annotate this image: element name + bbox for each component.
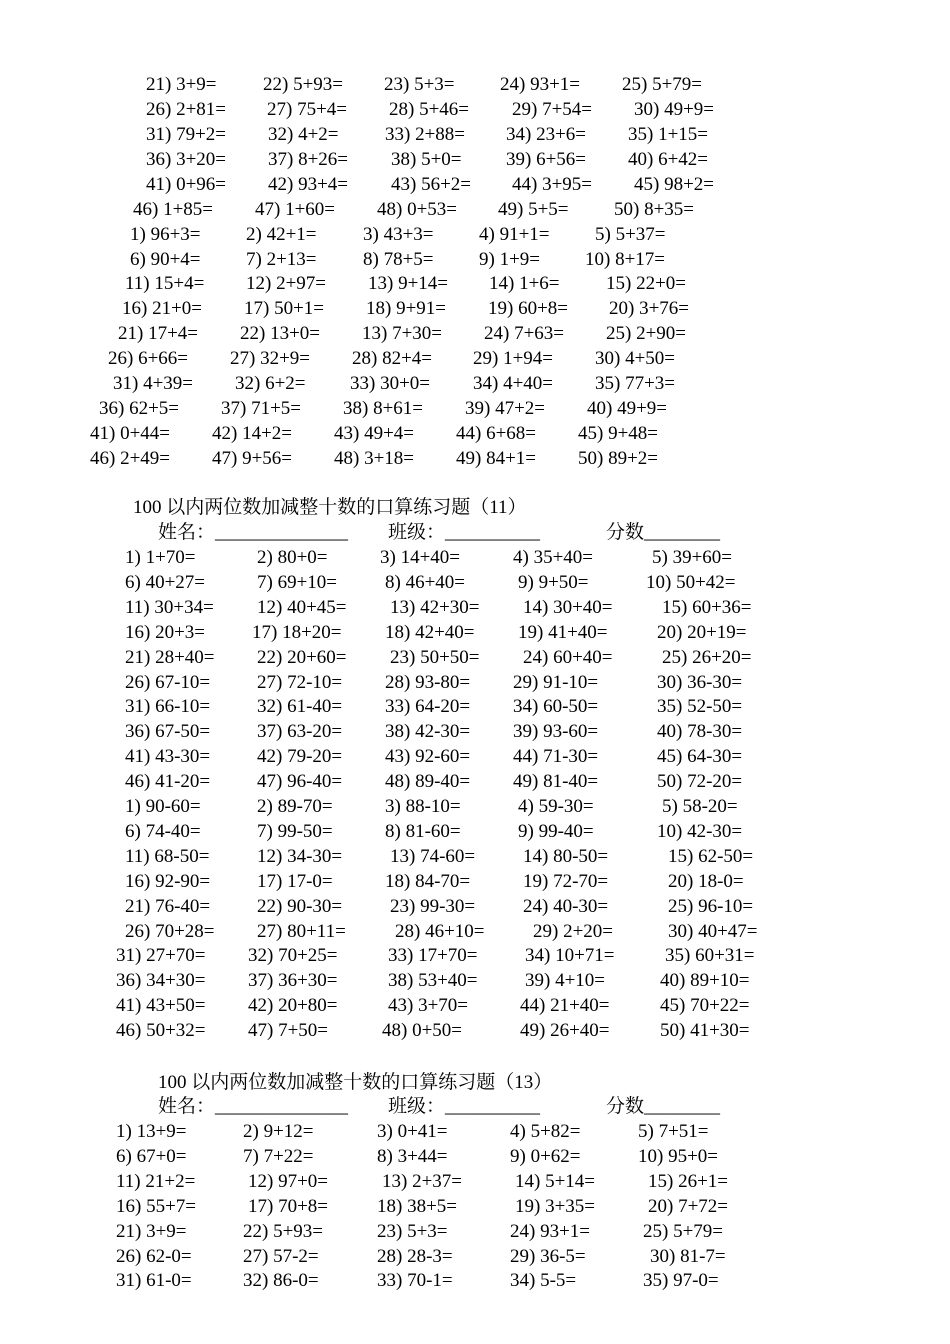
arithmetic-problem: 6) 74-40=	[125, 821, 201, 842]
problem-row	[0, 895, 950, 919]
arithmetic-problem: 34) 5-5=	[510, 1270, 577, 1291]
problem-row	[0, 447, 950, 471]
problem-row	[0, 1195, 950, 1219]
arithmetic-problem: 19) 72-70=	[523, 871, 609, 892]
arithmetic-problem: 16) 92-90=	[125, 871, 211, 892]
arithmetic-problem: 25) 5+79=	[643, 1221, 724, 1242]
problem-row	[0, 920, 950, 944]
arithmetic-problem: 13) 2+37=	[382, 1171, 463, 1192]
problem-row	[0, 720, 950, 744]
arithmetic-problem: 42) 14+2=	[212, 423, 293, 444]
arithmetic-problem: 18) 84-70=	[385, 871, 471, 892]
arithmetic-problem: 10) 8+17=	[585, 249, 666, 270]
arithmetic-problem: 3) 88-10=	[385, 796, 461, 817]
arithmetic-problem: 10) 42-30=	[657, 821, 743, 842]
problem-row	[0, 571, 950, 595]
arithmetic-problem: 49) 81-40=	[513, 771, 599, 792]
arithmetic-problem: 24) 60+40=	[523, 647, 613, 668]
arithmetic-problem: 8) 46+40=	[385, 572, 466, 593]
arithmetic-problem: 28) 93-80=	[385, 672, 471, 693]
arithmetic-problem: 13) 9+14=	[368, 273, 449, 294]
arithmetic-problem: 3) 0+41=	[377, 1121, 448, 1142]
problem-row	[0, 223, 950, 247]
arithmetic-problem: 42) 20+80=	[248, 995, 338, 1016]
arithmetic-problem: 19) 41+40=	[518, 622, 608, 643]
problem-row	[0, 969, 950, 993]
arithmetic-problem: 30) 49+9=	[634, 99, 715, 120]
arithmetic-problem: 26) 67-10=	[125, 672, 211, 693]
arithmetic-problem: 45) 9+48=	[578, 423, 659, 444]
name-field-label: 姓名：______________	[158, 522, 349, 543]
arithmetic-problem: 22) 13+0=	[240, 323, 321, 344]
arithmetic-problem: 4) 91+1=	[479, 224, 550, 245]
arithmetic-problem: 31) 79+2=	[146, 124, 227, 145]
arithmetic-problem: 37) 8+26=	[268, 149, 349, 170]
arithmetic-problem: 16) 55+7=	[116, 1196, 197, 1217]
arithmetic-problem: 47) 96-40=	[257, 771, 343, 792]
arithmetic-problem: 48) 0+53=	[377, 199, 458, 220]
arithmetic-problem: 17) 50+1=	[244, 298, 325, 319]
arithmetic-problem: 2) 9+12=	[243, 1121, 314, 1142]
problem-row	[0, 422, 950, 446]
arithmetic-problem: 30) 40+47=	[668, 921, 758, 942]
arithmetic-problem: 43) 56+2=	[391, 174, 472, 195]
arithmetic-problem: 18) 9+91=	[366, 298, 447, 319]
arithmetic-problem: 7) 99-50=	[257, 821, 333, 842]
problem-row	[0, 322, 950, 346]
arithmetic-problem: 26) 70+28=	[125, 921, 215, 942]
arithmetic-problem: 1) 1+70=	[125, 547, 196, 568]
name-field-label: 姓名：______________	[158, 1096, 349, 1117]
arithmetic-problem: 3) 43+3=	[363, 224, 434, 245]
arithmetic-problem: 24) 93+1=	[500, 74, 581, 95]
arithmetic-problem: 12) 40+45=	[257, 597, 347, 618]
arithmetic-problem: 30) 36-30=	[657, 672, 743, 693]
arithmetic-problem: 24) 40-30=	[523, 896, 609, 917]
arithmetic-problem: 27) 80+11=	[257, 921, 346, 942]
problem-row	[0, 671, 950, 695]
arithmetic-problem: 35) 60+31=	[665, 945, 755, 966]
problem-row	[0, 845, 950, 869]
arithmetic-problem: 32) 86-0=	[243, 1270, 319, 1291]
problem-row	[0, 596, 950, 620]
arithmetic-problem: 3) 14+40=	[380, 547, 461, 568]
arithmetic-problem: 9) 99-40=	[518, 821, 594, 842]
problem-row	[0, 1120, 950, 1144]
problem-row	[0, 1170, 950, 1194]
arithmetic-problem: 1) 90-60=	[125, 796, 201, 817]
arithmetic-problem: 29) 91-10=	[513, 672, 599, 693]
arithmetic-problem: 7) 2+13=	[246, 249, 317, 270]
arithmetic-problem: 36) 62+5=	[99, 398, 180, 419]
arithmetic-problem: 2) 80+0=	[257, 547, 328, 568]
arithmetic-problem: 5) 39+60=	[652, 547, 733, 568]
arithmetic-problem: 36) 67-50=	[125, 721, 211, 742]
arithmetic-problem: 33) 64-20=	[385, 696, 471, 717]
arithmetic-problem: 29) 7+54=	[512, 99, 593, 120]
arithmetic-problem: 39) 6+56=	[506, 149, 587, 170]
problem-row	[0, 272, 950, 296]
problem-row	[0, 248, 950, 272]
arithmetic-problem: 1) 13+9=	[116, 1121, 187, 1142]
problem-row	[0, 347, 950, 371]
problem-row	[0, 820, 950, 844]
arithmetic-problem: 33) 2+88=	[385, 124, 466, 145]
problem-row	[0, 397, 950, 421]
arithmetic-problem: 46) 2+49=	[90, 448, 171, 469]
arithmetic-problem: 33) 70-1=	[377, 1270, 453, 1291]
arithmetic-problem: 5) 7+51=	[638, 1121, 709, 1142]
arithmetic-problem: 5) 58-20=	[662, 796, 738, 817]
arithmetic-problem: 47) 9+56=	[212, 448, 293, 469]
problem-row	[0, 173, 950, 197]
arithmetic-problem: 22) 5+93=	[243, 1221, 324, 1242]
arithmetic-problem: 9) 9+50=	[518, 572, 589, 593]
arithmetic-problem: 32) 70+25=	[248, 945, 338, 966]
arithmetic-problem: 18) 38+5=	[377, 1196, 458, 1217]
worksheet-title-11: 100 以内两位数加减整十数的口算练习题（11）	[133, 497, 527, 518]
problem-row	[0, 994, 950, 1018]
arithmetic-problem: 49) 5+5=	[498, 199, 569, 220]
arithmetic-problem: 21) 28+40=	[125, 647, 215, 668]
arithmetic-problem: 35) 77+3=	[595, 373, 676, 394]
arithmetic-problem: 6) 67+0=	[116, 1146, 187, 1167]
arithmetic-problem: 2) 89-70=	[257, 796, 333, 817]
student-info-line-13	[0, 1094, 950, 1120]
arithmetic-problem: 23) 5+3=	[384, 74, 455, 95]
arithmetic-problem: 35) 1+15=	[628, 124, 709, 145]
arithmetic-problem: 26) 62-0=	[116, 1246, 192, 1267]
arithmetic-problem: 6) 40+27=	[125, 572, 206, 593]
arithmetic-problem: 21) 3+9=	[116, 1221, 187, 1242]
problem-row	[0, 695, 950, 719]
problem-row	[0, 1019, 950, 1043]
arithmetic-problem: 43) 3+70=	[388, 995, 469, 1016]
arithmetic-problem: 37) 71+5=	[221, 398, 302, 419]
arithmetic-problem: 38) 53+40=	[388, 970, 478, 991]
arithmetic-problem: 14) 80-50=	[523, 846, 609, 867]
arithmetic-problem: 50) 72-20=	[657, 771, 743, 792]
arithmetic-problem: 23) 50+50=	[390, 647, 480, 668]
arithmetic-problem: 48) 0+50=	[382, 1020, 463, 1041]
arithmetic-problem: 37) 63-20=	[257, 721, 343, 742]
score-field-label: 分数________	[606, 1096, 721, 1117]
class-field-label: 班级：__________	[388, 1096, 541, 1117]
arithmetic-problem: 8) 78+5=	[363, 249, 434, 270]
arithmetic-problem: 1) 96+3=	[130, 224, 201, 245]
arithmetic-problem: 47) 1+60=	[255, 199, 336, 220]
arithmetic-problem: 30) 4+50=	[595, 348, 676, 369]
arithmetic-problem: 25) 5+79=	[622, 74, 703, 95]
arithmetic-problem: 16) 21+0=	[122, 298, 203, 319]
arithmetic-problem: 41) 0+96=	[146, 174, 227, 195]
problem-row	[0, 297, 950, 321]
arithmetic-problem: 12) 2+97=	[246, 273, 327, 294]
arithmetic-problem: 44) 21+40=	[520, 995, 610, 1016]
arithmetic-problem: 13) 74-60=	[390, 846, 476, 867]
arithmetic-problem: 16) 20+3=	[125, 622, 206, 643]
arithmetic-problem: 33) 30+0=	[350, 373, 431, 394]
arithmetic-problem: 4) 59-30=	[518, 796, 594, 817]
arithmetic-problem: 9) 1+9=	[479, 249, 541, 270]
arithmetic-problem: 7) 69+10=	[257, 572, 338, 593]
arithmetic-problem: 11) 68-50=	[125, 846, 210, 867]
arithmetic-problem: 50) 41+30=	[660, 1020, 750, 1041]
arithmetic-problem: 19) 3+35=	[515, 1196, 596, 1217]
arithmetic-problem: 26) 6+66=	[108, 348, 189, 369]
arithmetic-problem: 37) 36+30=	[248, 970, 338, 991]
problem-row	[0, 646, 950, 670]
arithmetic-problem: 31) 4+39=	[113, 373, 194, 394]
arithmetic-problem: 22) 90-30=	[257, 896, 343, 917]
arithmetic-problem: 12) 97+0=	[248, 1171, 329, 1192]
arithmetic-problem: 21) 76-40=	[125, 896, 211, 917]
arithmetic-problem: 5) 5+37=	[595, 224, 666, 245]
arithmetic-problem: 41) 0+44=	[90, 423, 171, 444]
arithmetic-problem: 34) 4+40=	[473, 373, 554, 394]
arithmetic-problem: 42) 93+4=	[268, 174, 349, 195]
arithmetic-problem: 24) 7+63=	[484, 323, 565, 344]
arithmetic-problem: 14) 30+40=	[523, 597, 613, 618]
arithmetic-problem: 27) 32+9=	[230, 348, 311, 369]
arithmetic-problem: 4) 35+40=	[513, 547, 594, 568]
arithmetic-problem: 11) 21+2=	[116, 1171, 196, 1192]
arithmetic-problem: 44) 6+68=	[456, 423, 537, 444]
arithmetic-problem: 18) 42+40=	[385, 622, 475, 643]
arithmetic-problem: 17) 17-0=	[257, 871, 333, 892]
arithmetic-problem: 41) 43+50=	[116, 995, 206, 1016]
arithmetic-problem: 31) 61-0=	[116, 1270, 192, 1291]
arithmetic-problem: 35) 97-0=	[643, 1270, 719, 1291]
arithmetic-problem: 17) 18+20=	[252, 622, 342, 643]
arithmetic-problem: 39) 93-60=	[513, 721, 599, 742]
problem-row	[0, 621, 950, 645]
problem-row	[0, 1245, 950, 1269]
arithmetic-problem: 44) 3+95=	[512, 174, 593, 195]
problem-row	[0, 198, 950, 222]
arithmetic-problem: 25) 2+90=	[606, 323, 687, 344]
arithmetic-problem: 7) 7+22=	[243, 1146, 314, 1167]
arithmetic-problem: 28) 82+4=	[352, 348, 433, 369]
arithmetic-problem: 6) 90+4=	[130, 249, 201, 270]
problem-row	[0, 795, 950, 819]
arithmetic-problem: 32) 61-40=	[257, 696, 343, 717]
arithmetic-problem: 12) 34-30=	[257, 846, 343, 867]
arithmetic-problem: 22) 5+93=	[263, 74, 344, 95]
arithmetic-problem: 27) 72-10=	[257, 672, 343, 693]
arithmetic-problem: 21) 3+9=	[146, 74, 217, 95]
arithmetic-problem: 33) 17+70=	[388, 945, 478, 966]
arithmetic-problem: 41) 43-30=	[125, 746, 211, 767]
arithmetic-problem: 34) 10+71=	[525, 945, 615, 966]
arithmetic-problem: 8) 3+44=	[377, 1146, 448, 1167]
problem-row	[0, 98, 950, 122]
arithmetic-problem: 34) 60-50=	[513, 696, 599, 717]
arithmetic-problem: 26) 2+81=	[146, 99, 227, 120]
arithmetic-problem: 21) 17+4=	[118, 323, 199, 344]
arithmetic-problem: 15) 60+36=	[662, 597, 752, 618]
arithmetic-problem: 9) 0+62=	[510, 1146, 581, 1167]
arithmetic-problem: 4) 5+82=	[510, 1121, 581, 1142]
arithmetic-problem: 2) 42+1=	[246, 224, 317, 245]
arithmetic-problem: 38) 42-30=	[385, 721, 471, 742]
arithmetic-problem: 30) 81-7=	[650, 1246, 726, 1267]
arithmetic-problem: 32) 4+2=	[268, 124, 339, 145]
arithmetic-problem: 20) 3+76=	[609, 298, 690, 319]
arithmetic-problem: 29) 1+94=	[473, 348, 554, 369]
arithmetic-problem: 47) 7+50=	[248, 1020, 329, 1041]
arithmetic-problem: 22) 20+60=	[257, 647, 347, 668]
arithmetic-problem: 43) 92-60=	[385, 746, 471, 767]
arithmetic-problem: 24) 93+1=	[510, 1221, 591, 1242]
arithmetic-problem: 15) 62-50=	[668, 846, 754, 867]
problem-row	[0, 1269, 950, 1293]
arithmetic-problem: 10) 50+42=	[646, 572, 736, 593]
arithmetic-problem: 25) 96-10=	[668, 896, 754, 917]
arithmetic-problem: 15) 22+0=	[606, 273, 687, 294]
arithmetic-problem: 20) 20+19=	[657, 622, 747, 643]
arithmetic-problem: 40) 89+10=	[660, 970, 750, 991]
arithmetic-problem: 39) 4+10=	[525, 970, 606, 991]
arithmetic-problem: 36) 3+20=	[146, 149, 227, 170]
arithmetic-problem: 46) 50+32=	[116, 1020, 206, 1041]
arithmetic-problem: 13) 7+30=	[362, 323, 443, 344]
arithmetic-problem: 28) 5+46=	[389, 99, 470, 120]
arithmetic-problem: 29) 36-5=	[510, 1246, 586, 1267]
arithmetic-problem: 46) 41-20=	[125, 771, 211, 792]
arithmetic-problem: 35) 52-50=	[657, 696, 743, 717]
arithmetic-problem: 10) 95+0=	[638, 1146, 719, 1167]
arithmetic-problem: 38) 5+0=	[391, 149, 462, 170]
arithmetic-problem: 34) 23+6=	[506, 124, 587, 145]
arithmetic-problem: 43) 49+4=	[334, 423, 415, 444]
arithmetic-problem: 50) 8+35=	[614, 199, 695, 220]
arithmetic-problem: 11) 30+34=	[125, 597, 214, 618]
problem-row	[0, 1220, 950, 1244]
arithmetic-problem: 46) 1+85=	[133, 199, 214, 220]
problem-row	[0, 73, 950, 97]
arithmetic-problem: 50) 89+2=	[578, 448, 659, 469]
arithmetic-problem: 36) 34+30=	[116, 970, 206, 991]
arithmetic-problem: 49) 84+1=	[456, 448, 537, 469]
arithmetic-problem: 45) 64-30=	[657, 746, 743, 767]
arithmetic-problem: 49) 26+40=	[520, 1020, 610, 1041]
problem-row	[0, 123, 950, 147]
class-field-label: 班级：__________	[388, 522, 541, 543]
problem-row	[0, 1145, 950, 1169]
arithmetic-problem: 13) 42+30=	[390, 597, 480, 618]
arithmetic-problem: 27) 75+4=	[267, 99, 348, 120]
arithmetic-problem: 40) 6+42=	[628, 149, 709, 170]
arithmetic-problem: 39) 47+2=	[465, 398, 546, 419]
arithmetic-problem: 45) 70+22=	[660, 995, 750, 1016]
problem-row	[0, 870, 950, 894]
worksheet-title-13: 100 以内两位数加减整十数的口算练习题（13）	[158, 1072, 553, 1093]
problem-row	[0, 745, 950, 769]
arithmetic-problem: 20) 7+72=	[648, 1196, 729, 1217]
arithmetic-problem: 31) 27+70=	[116, 945, 206, 966]
arithmetic-problem: 31) 66-10=	[125, 696, 211, 717]
arithmetic-problem: 42) 79-20=	[257, 746, 343, 767]
problem-row	[0, 372, 950, 396]
arithmetic-problem: 28) 28-3=	[377, 1246, 453, 1267]
arithmetic-problem: 48) 89-40=	[385, 771, 471, 792]
score-field-label: 分数________	[606, 522, 721, 543]
arithmetic-problem: 44) 71-30=	[513, 746, 599, 767]
arithmetic-problem: 28) 46+10=	[395, 921, 485, 942]
arithmetic-problem: 40) 78-30=	[657, 721, 743, 742]
student-info-line-11	[0, 520, 950, 546]
arithmetic-problem: 17) 70+8=	[248, 1196, 329, 1217]
arithmetic-problem: 14) 1+6=	[489, 273, 560, 294]
problem-row	[0, 546, 950, 570]
problem-row	[0, 944, 950, 968]
arithmetic-problem: 48) 3+18=	[334, 448, 415, 469]
arithmetic-problem: 38) 8+61=	[343, 398, 424, 419]
arithmetic-problem: 40) 49+9=	[587, 398, 668, 419]
arithmetic-problem: 25) 26+20=	[662, 647, 752, 668]
arithmetic-problem: 23) 5+3=	[377, 1221, 448, 1242]
arithmetic-problem: 11) 15+4=	[125, 273, 205, 294]
arithmetic-problem: 45) 98+2=	[634, 174, 715, 195]
arithmetic-problem: 32) 6+2=	[235, 373, 306, 394]
arithmetic-problem: 19) 60+8=	[488, 298, 569, 319]
arithmetic-problem: 29) 2+20=	[533, 921, 614, 942]
problem-row	[0, 148, 950, 172]
problem-row	[0, 770, 950, 794]
arithmetic-problem: 8) 81-60=	[385, 821, 461, 842]
arithmetic-problem: 23) 99-30=	[390, 896, 476, 917]
arithmetic-problem: 27) 57-2=	[243, 1246, 319, 1267]
arithmetic-problem: 20) 18-0=	[668, 871, 744, 892]
arithmetic-problem: 14) 5+14=	[515, 1171, 596, 1192]
arithmetic-problem: 15) 26+1=	[648, 1171, 729, 1192]
